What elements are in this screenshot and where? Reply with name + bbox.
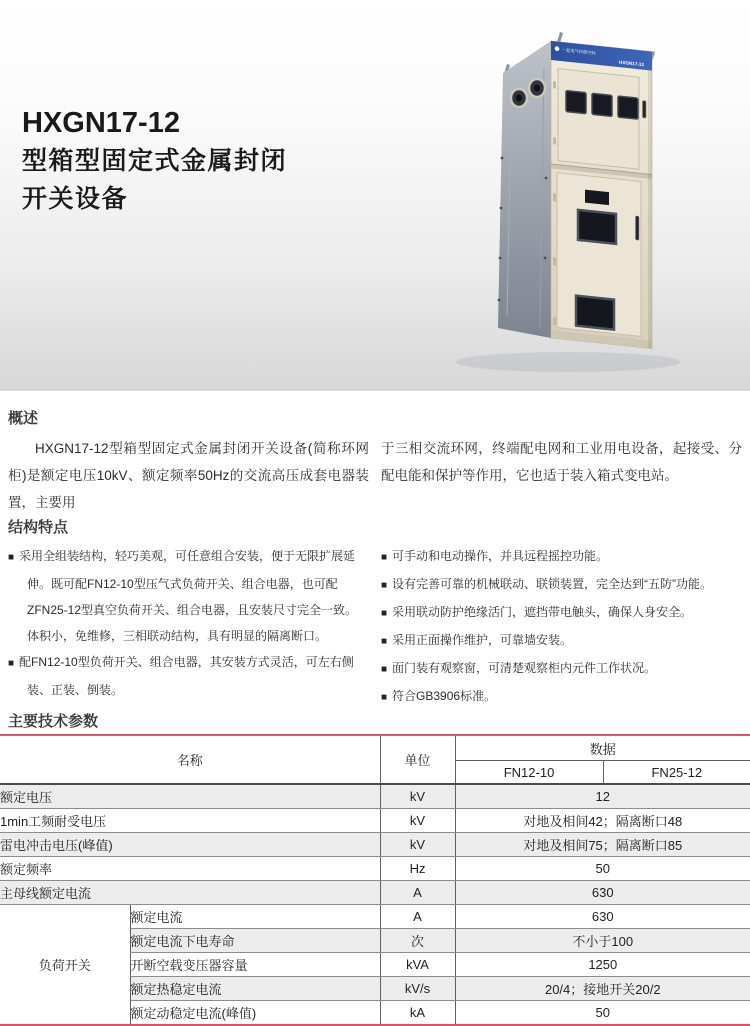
features-heading: 结构特点 [8, 519, 69, 536]
lifting-hook-icon [557, 32, 563, 43]
page-title [22, 104, 287, 218]
table-row [0, 784, 750, 809]
title-model: HXGN17-12 [22, 107, 180, 139]
param-name: 额定电流下电寿命 [130, 929, 380, 953]
param-name: 1min工频耐受电压 [0, 809, 380, 833]
param-value: 12 [455, 784, 750, 809]
bullet-square-icon: ■ [381, 608, 388, 619]
bullet-square-icon: ■ [381, 580, 388, 591]
vent-window [566, 91, 586, 114]
body-content [0, 410, 750, 731]
cabinet-front-panel [551, 41, 652, 349]
product-photo [418, 28, 728, 380]
feature-text: 设有完善可靠的机械联动、联锁装置，完全达到“五防”功能。 [392, 577, 713, 591]
col-header-name: 名称 [0, 735, 380, 784]
param-unit: kV/s [380, 977, 455, 1001]
param-value: 50 [455, 857, 750, 881]
spec-table [0, 734, 750, 1026]
param-name: 额定电压 [0, 784, 380, 809]
banner-brand-text: 一起电气和谐空间 [562, 47, 596, 56]
title-line2: 型箱型固定式金属封闭 [22, 147, 288, 175]
param-value: 对地及相间42；隔离断口48 [455, 809, 750, 833]
param-value: 对地及相间75；隔离断口85 [455, 833, 750, 857]
feature-item [381, 543, 742, 571]
side-bushing-icon [511, 89, 527, 107]
param-unit: kVA [380, 953, 455, 977]
param-name: 额定动稳定电流(峰值) [130, 1001, 380, 1026]
param-value: 不小于100 [455, 929, 750, 953]
overview-column-left [8, 435, 369, 516]
banner-model-text: HXGN17-12 [619, 59, 645, 68]
param-unit: A [380, 905, 455, 929]
hero-section [0, 0, 750, 391]
param-unit: kV [380, 833, 455, 857]
param-unit: kA [380, 1001, 455, 1026]
bullet-square-icon: ■ [381, 664, 388, 675]
param-unit: 次 [380, 929, 455, 953]
door-handle [636, 216, 640, 240]
bullet-square-icon: ■ [8, 658, 15, 669]
feature-item [381, 571, 742, 599]
specs-heading: 主要技术参数 [8, 713, 99, 730]
feature-item [8, 543, 369, 649]
vent-window [618, 96, 638, 119]
feature-item [381, 599, 742, 627]
param-unit: Hz [380, 857, 455, 881]
inspection-window [578, 210, 616, 244]
feature-text: 面门装有观察窗，可清楚观察柜内元件工作状况。 [392, 661, 657, 675]
param-value: 630 [455, 881, 750, 905]
overview-columns [8, 435, 742, 516]
title-line3: 开关设备 [22, 185, 129, 213]
inspection-window [576, 296, 614, 330]
table-row [0, 857, 750, 881]
param-name: 雷电冲击电压(峰值) [0, 833, 380, 857]
feature-item [8, 649, 369, 703]
feature-text: 采用正面操作维护，可靠墙安装。 [392, 633, 573, 647]
feature-item [381, 683, 742, 711]
param-name: 主母线额定电流 [0, 881, 380, 905]
col-header-fn12: FN12-10 [455, 761, 603, 785]
vent-window [592, 93, 612, 116]
bullet-square-icon: ■ [381, 692, 388, 703]
bullet-square-icon: ■ [8, 552, 15, 563]
param-unit: kV [380, 784, 455, 809]
table-row [0, 881, 750, 905]
param-name: 额定电流 [130, 905, 380, 929]
feature-text: 采用全组装结构，轻巧美观，可任意组合安装，便于无限扩展延伸。既可配FN12-10型压气式负荷开关、组合电器，也可配ZFN25-12型真空负荷开关、组合电器，且安装尺寸完全一致。体积小，免维修，三相联动结构，具有明显的隔离断口。 [19, 549, 358, 643]
nameplate-slot [585, 190, 609, 206]
feature-item [381, 627, 742, 655]
param-unit: kV [380, 809, 455, 833]
param-value: 20/4；接地开关20/2 [455, 977, 750, 1001]
table-header-row [0, 735, 750, 761]
side-bushing-icon [529, 79, 545, 97]
bullet-square-icon: ■ [381, 552, 388, 563]
feature-text: 可手动和电动操作，并具远程摇控功能。 [392, 549, 609, 563]
switchgear-cabinet-illustration [418, 28, 728, 380]
param-value: 50 [455, 1001, 750, 1026]
feature-text: 采用联动防护绝缘活门，遮挡带电触头，确保人身安全。 [392, 605, 693, 619]
overview-column-right [381, 435, 742, 516]
param-value: 630 [455, 905, 750, 929]
features-column-left [8, 543, 369, 711]
param-group-label: 负荷开关 [0, 905, 130, 1026]
table-row [0, 905, 750, 929]
features-columns [8, 543, 742, 711]
param-name: 开断空载变压器容量 [130, 953, 380, 977]
table-row [0, 833, 750, 857]
table-row [0, 809, 750, 833]
overview-heading: 概述 [8, 410, 39, 427]
overview-text-right: 于三相交流环网，终端配电网和工业用电设备，起接受、分配电能和保护等作用，它也适于装入箱式变电站。 [381, 441, 742, 483]
col-header-fn25: FN25-12 [603, 761, 750, 785]
panel-lock-slot [643, 101, 647, 118]
param-name: 额定热稳定电流 [130, 977, 380, 1001]
param-value: 1250 [455, 953, 750, 977]
feature-text: 配FN12-10型负荷开关、组合电器，其安装方式灵活，可左右侧装、正装、倒装。 [19, 655, 354, 697]
feature-item [381, 655, 742, 683]
cabinet-shadow [456, 352, 680, 372]
col-header-unit: 单位 [380, 735, 455, 784]
overview-text-left: HXGN17-12型箱型固定式金属封闭开关设备(简称环网柜)是额定电压10kV、额定频率50Hz的交流高压成套电器装置，主要用 [8, 441, 369, 510]
bullet-square-icon: ■ [381, 636, 388, 647]
param-unit: A [380, 881, 455, 905]
param-name: 额定频率 [0, 857, 380, 881]
col-header-data: 数据 [455, 735, 750, 761]
features-column-right [381, 543, 742, 711]
feature-text: 符合GB3906标准。 [392, 689, 497, 703]
